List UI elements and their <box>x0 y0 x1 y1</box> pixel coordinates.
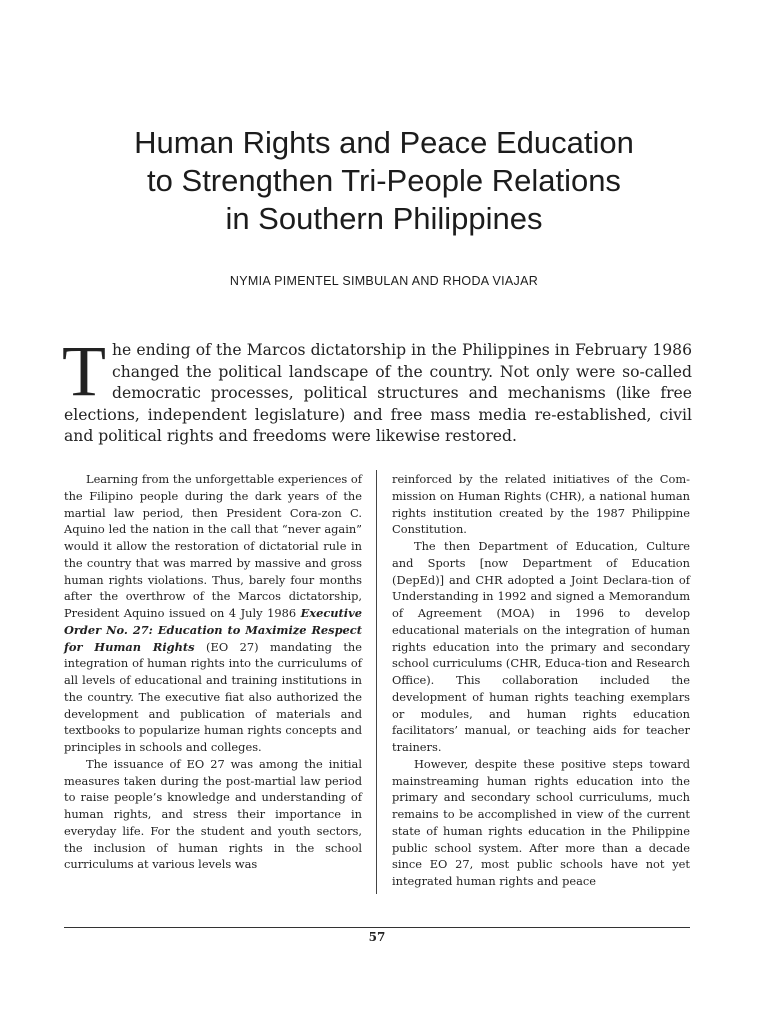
column-divider <box>376 470 377 894</box>
left-p1-text-a: Learning from the unforgettable experiences of the Filipino people during the dark years of the martial law period, then President Cora-zon C. Aquino led the nation in the call that “never again” would it allow the restoration of dictatorial rule in the country that was marred by massive and gross human rights violations. Thus, barely four months after the overthrow of the Marcos dictatorship, President Aquino issued on 4 July 1986 <box>64 472 362 620</box>
article-title <box>40 124 728 238</box>
title-line-2: to Strengthen Tri-People Relations <box>147 163 621 198</box>
drop-cap: T <box>62 331 106 411</box>
left-column <box>64 471 362 873</box>
right-paragraph-2: The then Department of Education, Culture and Sports [now Department of Education (DepEd)] and CHR adopted a Joint Declara-tion of Understanding in 1992 and signed a Memorandum of Agreement (MOA) in 1996 to develop educational materials on the integration of human rights education into the primary and secondary school curriculums (CHR, Educa-tion and Research Office). This collaboration included the development of human rights teaching exemplars or modules, and human rights education facilitators’ manual, or teaching aids for teacher trainers. <box>392 539 690 754</box>
left-paragraph-2: The issuance of EO 27 was among the initial measures taken during the post-martial law period to raise people’s knowledge and understanding of human rights, and stress their importance in everyday life. For the student and youth sectors, the inclusion of human rights in the school curriculums at various levels was <box>64 756 362 872</box>
right-paragraph-continued: reinforced by the related initiatives of the Com-mission on Human Rights (CHR), a national human rights institution created by the 1987 Philippine Constitution. <box>392 472 690 537</box>
left-paragraph-1 <box>64 471 362 756</box>
right-paragraph-3: However, despite these positive steps toward mainstreaming human rights education into the primary and secondary school curriculums, much remains to be accomplished in view of the current state of human rights education in the Philippine public school system. After more than a decade since EO 27, most public schools have not yet integrated human rights and peace <box>392 756 690 888</box>
executive-order-title: Executive Order No. 27: Education to Maximize Respect for Human Rights <box>64 606 362 654</box>
left-p1-text-b: (EO 27) mandating the integration of human rights into the curriculums of all levels of educational and training institutions in the country. The executive fiat also authorized the development and publication of materials and textbooks to popularize human rights concepts and principles in schools and colleges. <box>64 639 362 754</box>
title-line-1: Human Rights and Peace Education <box>134 125 634 160</box>
right-column <box>392 471 690 890</box>
page-number: 57 <box>368 930 386 944</box>
article-authors: NYMIA PIMENTEL SIMBULAN AND RHODA VIAJAR <box>229 274 539 288</box>
lead-paragraph <box>62 331 692 448</box>
footer-rule <box>64 927 690 928</box>
lead-text: he ending of the Marcos dictatorship in the Philippines in February 1986 changed the political landscape of the country. Not only were so-called democratic processes, political structures and mechanisms (like free elections, independent legislature) and free mass media re-established, civil and political rights and freedoms were likewise restored. <box>64 341 692 445</box>
title-line-3: in Southern Philippines <box>225 201 543 236</box>
